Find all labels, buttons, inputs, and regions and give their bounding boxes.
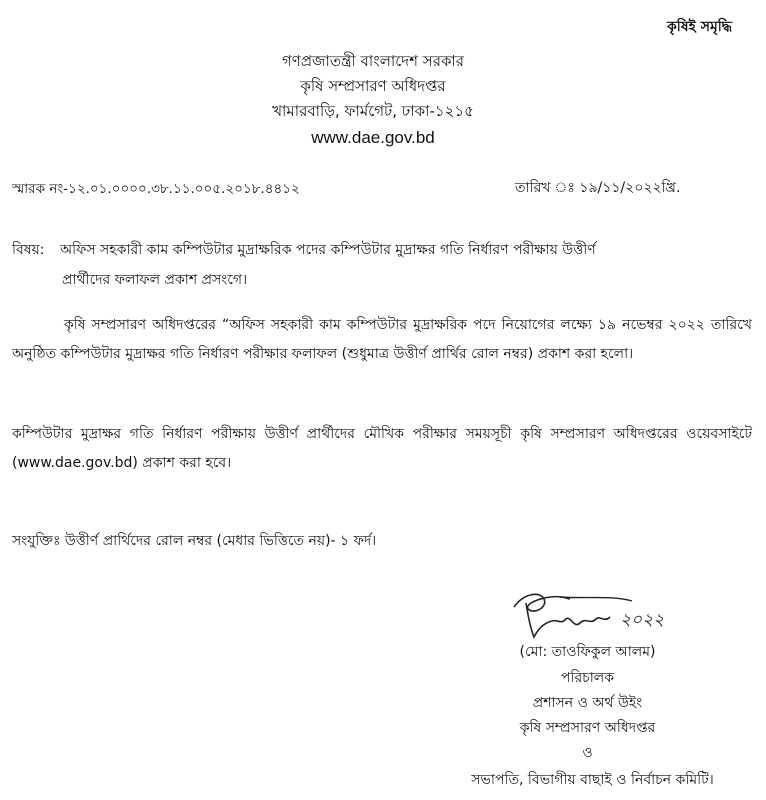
signature-date: ২০২২: [620, 610, 665, 630]
signatory-office: কৃষি সম্প্রসারণ অধিদপ্তর: [519, 720, 656, 736]
signatory-wing: প্রশাসন ও অর্থ উইং: [532, 695, 643, 711]
signatory-conjunction: ও: [582, 745, 593, 761]
signatory-designation: পরিচালক: [560, 670, 615, 686]
subject-text-2: প্রার্থীদের ফলাফল প্রকাশ প্রসংগে।: [62, 272, 248, 288]
header-address: খামারবাড়ি, ফার্মগেট, ঢাকা-১২১৫: [272, 102, 474, 120]
subject-label: বিষয়:: [12, 242, 45, 258]
memo-number: স্মারক নং-১২.০১.০০০০.৩৮.১১.০০৫.২০১৮.৪৪১২: [12, 181, 300, 197]
body-paragraph-2: কম্পিউটার মুদ্রাক্ষর গতি নির্ধারণ পরীক্ষায় উত্তীর্ণ প্রার্থীদের মৌখিক পরীক্ষার সময়সূচী কৃষি সম্প্রসারণ অধিদপ্তরের ওয়েবসাইটে (www.dae.gov.bd) প্রকাশ করা হবে।: [12, 426, 752, 471]
header-department: কৃষি সম্প্রসারণ অধিদপ্তর: [300, 77, 446, 95]
letter-date: তারিখ ঃ ১৯/১১/২০২২খ্রি.: [515, 180, 681, 196]
body-paragraph-1: কৃষি সম্প্রসারণ অধিদপ্তরের “অফিস সহকারী কাম কম্পিউটার মুদ্রাক্ষরিক পদে নিয়োগের লক্ষ্যে ১৯ নভেম্বর ২০২২ তারিখে অনুষ্ঠিত কম্পিউটার মুদ্রাক্ষর গতি নির্ধারণ পরীক্ষার ফলাফল (শুধুমাত্র উত্তীর্ণ প্রার্থির রোল নম্বর) প্রকাশ করা হলো।: [12, 317, 752, 362]
signatory-committee: সভাপতি, বিভাগীয় বাছাই ও নির্বাচন কমিটি।: [471, 772, 714, 788]
header-government: গণপ্রজাতন্ত্রী বাংলাদেশ সরকার: [281, 52, 465, 70]
signatory-name: (মো: তাওফিকুল আলম): [519, 644, 656, 660]
subject-line: [12, 236, 747, 265]
attachment-note: সংযুক্তিঃ উত্তীর্ণ প্রার্থিদের রোল নম্বর (মেধার ভিত্তিতে নয়)- ১ ফর্দ।: [12, 533, 377, 549]
header-website: www.dae.gov.bd: [311, 128, 435, 147]
subject-text-1: অফিস সহকারী কাম কম্পিউটার মুদ্রাক্ষরিক পদের কম্পিউটার মুদ্রাক্ষর গতি নির্ধারণ পরীক্ষায় উত্তীর্ণ: [60, 242, 596, 258]
handwritten-signature: [500, 585, 715, 641]
corner-slogan: কৃষিই সমৃদ্ধি: [667, 19, 732, 35]
